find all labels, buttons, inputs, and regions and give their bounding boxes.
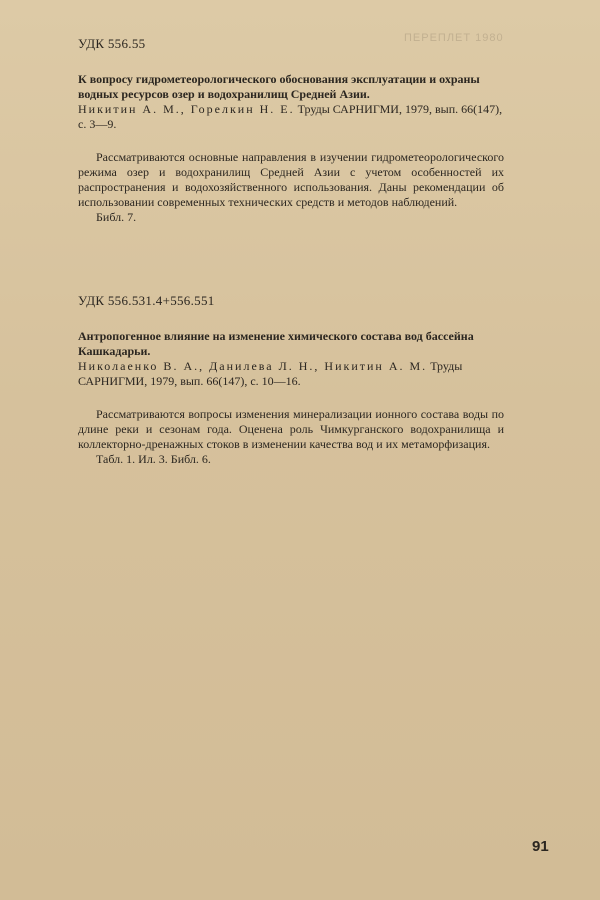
udk-code: УДК 556.55 — [78, 36, 146, 51]
abstract-text: Рассматриваются основные направления в изучении гидрометеорологического режима озер и водохранилищ Средней Азии с учетом особенностей их распространения и водохозяйственного использования. Даны рекомендации об использовании современных технических средств и методов наблюдений. — [78, 150, 504, 209]
abstract-text: Рассматриваются вопросы изменения минерализации ионного состава воды по длине реки и сезонам года. Оценена роль Чимкурганского водохранилища и коллекторно-дренажных стоков в изменении качества вод и их метаморфизация. — [78, 407, 504, 451]
page-number: 91 — [532, 838, 549, 855]
article-source: Труды САРНИГМИ, 1979, вып. 66(147), с. 3—9. — [78, 102, 503, 131]
bibliography-note: Табл. 1. Ил. 3. Библ. 6. — [96, 452, 211, 466]
article-authors: Николаенко В. А., Данилева Л. Н., Никитин А. М. — [78, 359, 428, 373]
article-title: Антропогенное влияние на изменение химического состава вод бассейна Кашкадарьи. — [78, 329, 474, 358]
article-source: Труды САРНИГМИ, 1979, вып. 66(147), с. 10—16. — [78, 359, 463, 388]
abstract-entry-2 — [78, 293, 504, 467]
article-citation — [78, 102, 504, 132]
faded-stamp: ПЕРЕПЛЕТ 1980 — [404, 32, 504, 44]
article-citation — [78, 359, 504, 389]
article-title: К вопросу гидрометеорологического обоснования эксплуатации и охраны водных ресурсов озер и водохранилищ Средней Азии. — [78, 72, 480, 101]
article-authors: Никитин А. М., Горелкин Н. Е. — [78, 102, 295, 116]
bibliography-note: Библ. 7. — [96, 210, 137, 224]
abstract-entry-1 — [78, 36, 504, 225]
udk-code: УДК 556.531.4+556.551 — [78, 293, 215, 308]
